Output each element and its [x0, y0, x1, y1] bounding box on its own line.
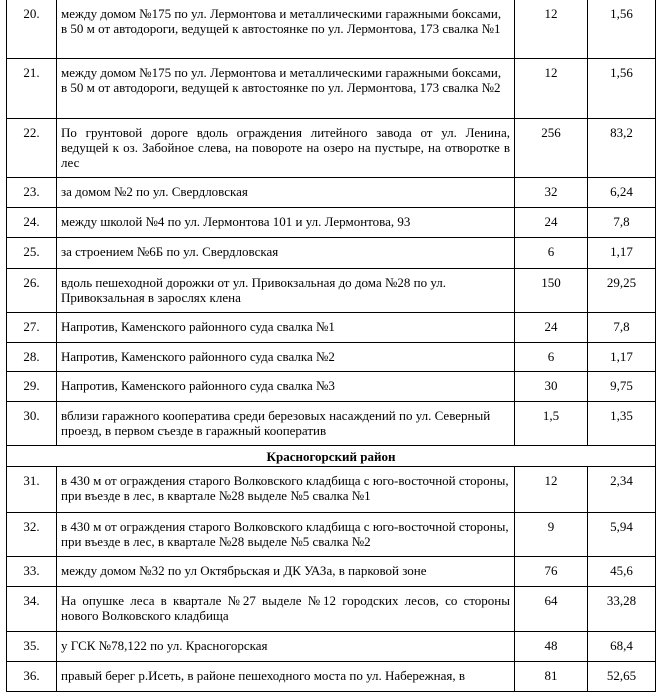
mass-value: 1,35: [588, 402, 656, 446]
location-description: Напротив, Каменского районного суда свалка №2: [57, 343, 515, 372]
table-row: [7, 178, 656, 208]
row-number: 20.: [7, 0, 57, 59]
table-row: [7, 59, 656, 119]
volume-value: 1,5: [515, 402, 588, 446]
mass-value: 29,25: [588, 269, 656, 313]
mass-value: 7,8: [588, 313, 656, 343]
mass-value: 33,28: [588, 587, 656, 632]
volume-value: 30: [515, 372, 588, 402]
mass-value: 52,65: [588, 662, 656, 692]
mass-value: 1,17: [588, 238, 656, 269]
table-row: [7, 372, 656, 402]
row-number: 21.: [7, 59, 57, 119]
table-row: [7, 513, 656, 557]
location-description: в 430 м от ограждения старого Волковского кладбища с юго-восточной стороны, при въезде в лес, в квартале №28 выделе №5 свалка №1: [57, 467, 515, 513]
table-row: [7, 208, 656, 238]
mass-value: 68,4: [588, 632, 656, 662]
volume-value: 12: [515, 0, 588, 59]
row-number: 31.: [7, 467, 57, 513]
mass-value: 45,6: [588, 557, 656, 587]
table-row: [7, 269, 656, 313]
location-description: Напротив, Каменского районного суда свалка №3: [57, 372, 515, 402]
location-description: вдоль пешеходной дорожки от ул. Привокзальная до дома №28 по ул. Привокзальная в зарослях клена: [57, 269, 515, 313]
volume-value: 24: [515, 208, 588, 238]
table-row: [7, 0, 656, 59]
row-number: 29.: [7, 372, 57, 402]
volume-value: 6: [515, 238, 588, 269]
mass-value: 6,24: [588, 178, 656, 208]
location-description: между домом №175 по ул. Лермонтова и металлическими гаражными боксами, в 50 м от автодороги, ведущей к автостоянке по ул. Лермонтова, 173 свалка №1: [57, 0, 515, 59]
table-row: [7, 467, 656, 513]
volume-value: 24: [515, 313, 588, 343]
mass-value: 1,17: [588, 343, 656, 372]
table-row: [7, 557, 656, 587]
table-body: [7, 0, 656, 692]
volume-value: 9: [515, 513, 588, 557]
table-row: [7, 662, 656, 692]
row-number: 33.: [7, 557, 57, 587]
volume-value: 76: [515, 557, 588, 587]
table-row: [7, 402, 656, 446]
mass-value: 7,8: [588, 208, 656, 238]
volume-value: 64: [515, 587, 588, 632]
row-number: 24.: [7, 208, 57, 238]
location-description: у ГСК №78,122 по ул. Красногорская: [57, 632, 515, 662]
row-number: 28.: [7, 343, 57, 372]
mass-value: 2,34: [588, 467, 656, 513]
location-description: между домом №32 по ул Октябрьская и ДК УАЗа, в парковой зоне: [57, 557, 515, 587]
location-description: По грунтовой дороге вдоль ограждения литейного завода от ул. Ленина, ведущей к оз. Забойное слева, на повороте на озеро на пустыре, на отворотке в лес: [57, 119, 515, 178]
row-number: 26.: [7, 269, 57, 313]
table-row: [7, 238, 656, 269]
volume-value: 256: [515, 119, 588, 178]
volume-value: 32: [515, 178, 588, 208]
section-title: Красногорский район: [7, 446, 656, 467]
location-description: за строением №6Б по ул. Свердловская: [57, 238, 515, 269]
location-description: между домом №175 по ул. Лермонтова и металлическими гаражными боксами, в 50 м от автодороги, ведущей к автостоянке по ул. Лермонтова, 173 свалка №2: [57, 59, 515, 119]
location-description: На опушке леса в квартале №27 выделе №12 городских лесов, со стороны нового Волковского кладбища: [57, 587, 515, 632]
row-number: 34.: [7, 587, 57, 632]
table-row: [7, 119, 656, 178]
table-row: [7, 587, 656, 632]
table-row: [7, 343, 656, 372]
mass-value: 1,56: [588, 59, 656, 119]
row-number: 27.: [7, 313, 57, 343]
location-description: в 430 м от ограждения старого Волковского кладбища с юго-восточной стороны, при въезде в лес, в квартале №28 выделе №5 свалка №2: [57, 513, 515, 557]
row-number: 22.: [7, 119, 57, 178]
landfill-sites-table: [6, 0, 656, 692]
location-description: между школой №4 по ул. Лермонтова 101 и ул. Лермонтова, 93: [57, 208, 515, 238]
location-description: Напротив, Каменского районного суда свалка №1: [57, 313, 515, 343]
volume-value: 150: [515, 269, 588, 313]
mass-value: 1,56: [588, 0, 656, 59]
location-description: вблизи гаражного кооператива среди березовых насаждений по ул. Северный проезд, в первом съезде в гаражный кооператив: [57, 402, 515, 446]
location-description: правый берег р.Исеть, в районе пешеходного моста по ул. Набережная, в: [57, 662, 515, 692]
location-description: за домом №2 по ул. Свердловская: [57, 178, 515, 208]
mass-value: 83,2: [588, 119, 656, 178]
row-number: 35.: [7, 632, 57, 662]
volume-value: 12: [515, 59, 588, 119]
table-row: [7, 632, 656, 662]
row-number: 30.: [7, 402, 57, 446]
row-number: 36.: [7, 662, 57, 692]
volume-value: 12: [515, 467, 588, 513]
mass-value: 9,75: [588, 372, 656, 402]
row-number: 25.: [7, 238, 57, 269]
section-header-row: [7, 446, 656, 467]
row-number: 23.: [7, 178, 57, 208]
row-number: 32.: [7, 513, 57, 557]
volume-value: 81: [515, 662, 588, 692]
table-row: [7, 313, 656, 343]
mass-value: 5,94: [588, 513, 656, 557]
volume-value: 6: [515, 343, 588, 372]
volume-value: 48: [515, 632, 588, 662]
